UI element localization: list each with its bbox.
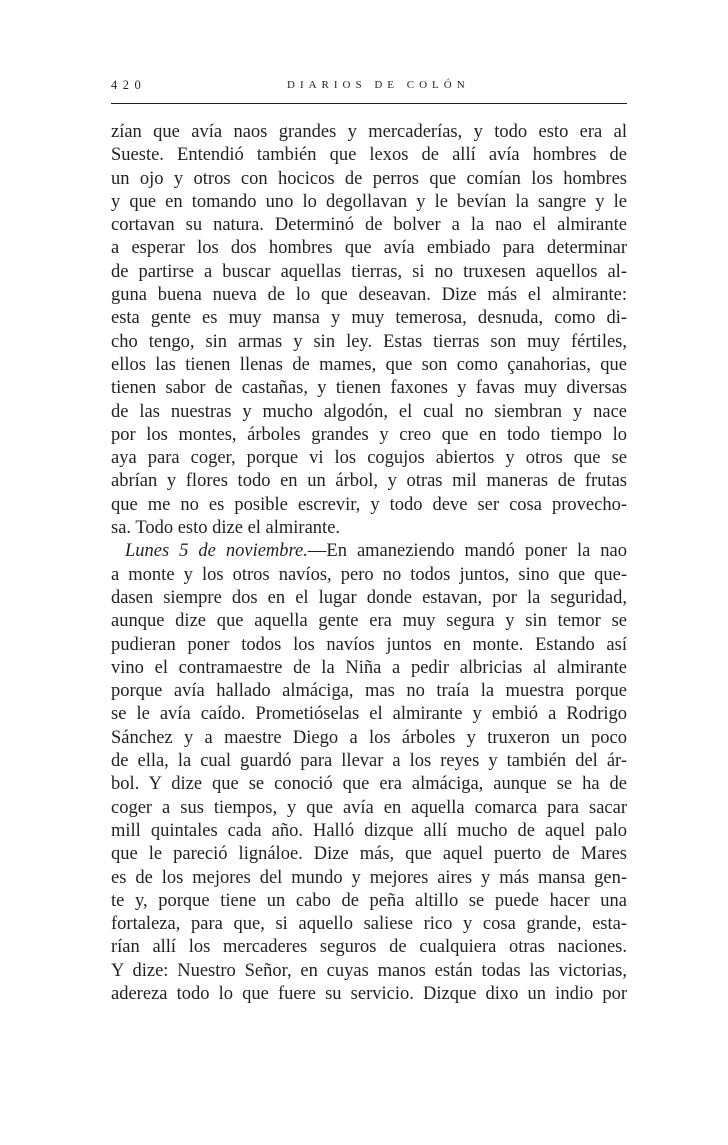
text-line: de partirse a buscar aquellas tierras, si no truxesen aquellos al- (111, 261, 627, 282)
text-line: dasen siempre dos en el lugar donde estavan, por la seguridad, (111, 587, 627, 608)
text-line: adereza todo lo que fuere su servicio. Dizque dixo un indio por (111, 983, 627, 1004)
text-line: que le pareció lignáloe. Dize más, que aquel puerto de Mares (111, 844, 627, 865)
text-line: Y dize: Nuestro Señor, en cuyas manos están todas las victorias, (111, 960, 627, 981)
text-line: sa. Todo esto dize el almirante. (111, 518, 341, 539)
text-line: fortaleza, para que, si aquello saliese rico y cosa grande, esta- (111, 914, 627, 935)
text-line: abrían y flores todo en un árbol, y otras mil maneras de frutas (111, 471, 627, 492)
text-line: vino el contramaestre de la Niña a pedir albricias al almirante (111, 657, 627, 678)
text-line: porque avía hallado almáciga, mas no traía la muestra porque (111, 681, 627, 702)
text-line: te y, porque tiene un cabo de peña altillo se puede hacer una (111, 890, 627, 911)
text-line: mill quintales cada año. Halló dizque allí mucho de aquel palo (111, 820, 627, 841)
text-line: a esperar los dos hombres que avía embiado para determinar (111, 238, 627, 259)
text-line: se le avía caído. Prometióselas el almirante y embió a Rodrigo (111, 704, 627, 725)
text-line: y que en tomando uno lo degollavan y le bevían la sangre y le (111, 191, 627, 212)
text-line: de ella, la cual guardó para llevar a los reyes y también del ár- (111, 751, 627, 772)
text-line: rían allí los mercaderes seguros de cualquiera otras naciones. (111, 937, 627, 958)
text-line: cho tengo, sin armas y sin ley. Estas tierras son muy fértiles, (111, 331, 627, 352)
paragraph-2 (111, 540, 627, 1006)
text-line: por los montes, árboles grandes y creo que en todo tiempo lo (111, 424, 627, 445)
text-line: pudieran poner todos los navíos juntos en monte. Estando así (111, 634, 627, 655)
text-line: es de los mejores del mundo y mejores aires y más mansa gen- (111, 867, 627, 888)
text-line: esta gente es muy mansa y muy temerosa, desnuda, como di- (111, 308, 627, 329)
text-line: aunque dize que aquella gente era muy segura y sin temor se (111, 611, 627, 632)
text-line: Sueste. Entendió también que lexos de allí avía hombres de (111, 145, 627, 166)
text-line: bol. Y dize que se conoció que era almáciga, aunque se ha de (111, 774, 627, 795)
text-line: tienen sabor de castañas, y tienen faxones y favas muy diversas (111, 378, 627, 399)
text-line: un ojo y otros con hocicos de perros que comían los hombres (111, 168, 627, 189)
text-line: guna buena nueva de lo que deseavan. Dize más el almirante: (111, 285, 627, 306)
text-line: zían que avía naos grandes y mercaderías, y todo esto era al (111, 122, 627, 142)
header-rule (111, 103, 627, 104)
text-line: Sánchez y a maestre Diego a los árboles y truxeron un poco (111, 727, 627, 748)
body-text (111, 121, 627, 1006)
running-head (111, 78, 627, 98)
text-line: ellos las tienen llenas de mames, que son como çanahorias, que (111, 354, 627, 375)
entry-date: Lunes 5 de noviembre. (125, 541, 308, 562)
text-line: aya para coger, porque vi los cogujos abiertos y otros que se (111, 448, 627, 469)
page-number: 420 (111, 78, 147, 92)
text-line: de las nuestras y mucho algodón, el cual no siembran y nace (111, 401, 627, 422)
text-line: que me no es posible escrevir, y todo deve ser cosa provecho- (111, 494, 627, 515)
entry-text: —En amaneziendo mandó poner la nao (307, 541, 628, 562)
text-line: a monte y los otros navíos, pero no todos juntos, sino que que- (111, 564, 627, 585)
paragraph-1 (111, 121, 627, 540)
text-line (111, 540, 627, 563)
running-title: DIARIOS DE COLÓN (287, 79, 470, 91)
text-line: cortavan su natura. Determinó de bolver a la nao el almirante (111, 215, 627, 236)
text-line: coger a sus tiempos, y que avía en aquella comarca para sacar (111, 797, 627, 818)
